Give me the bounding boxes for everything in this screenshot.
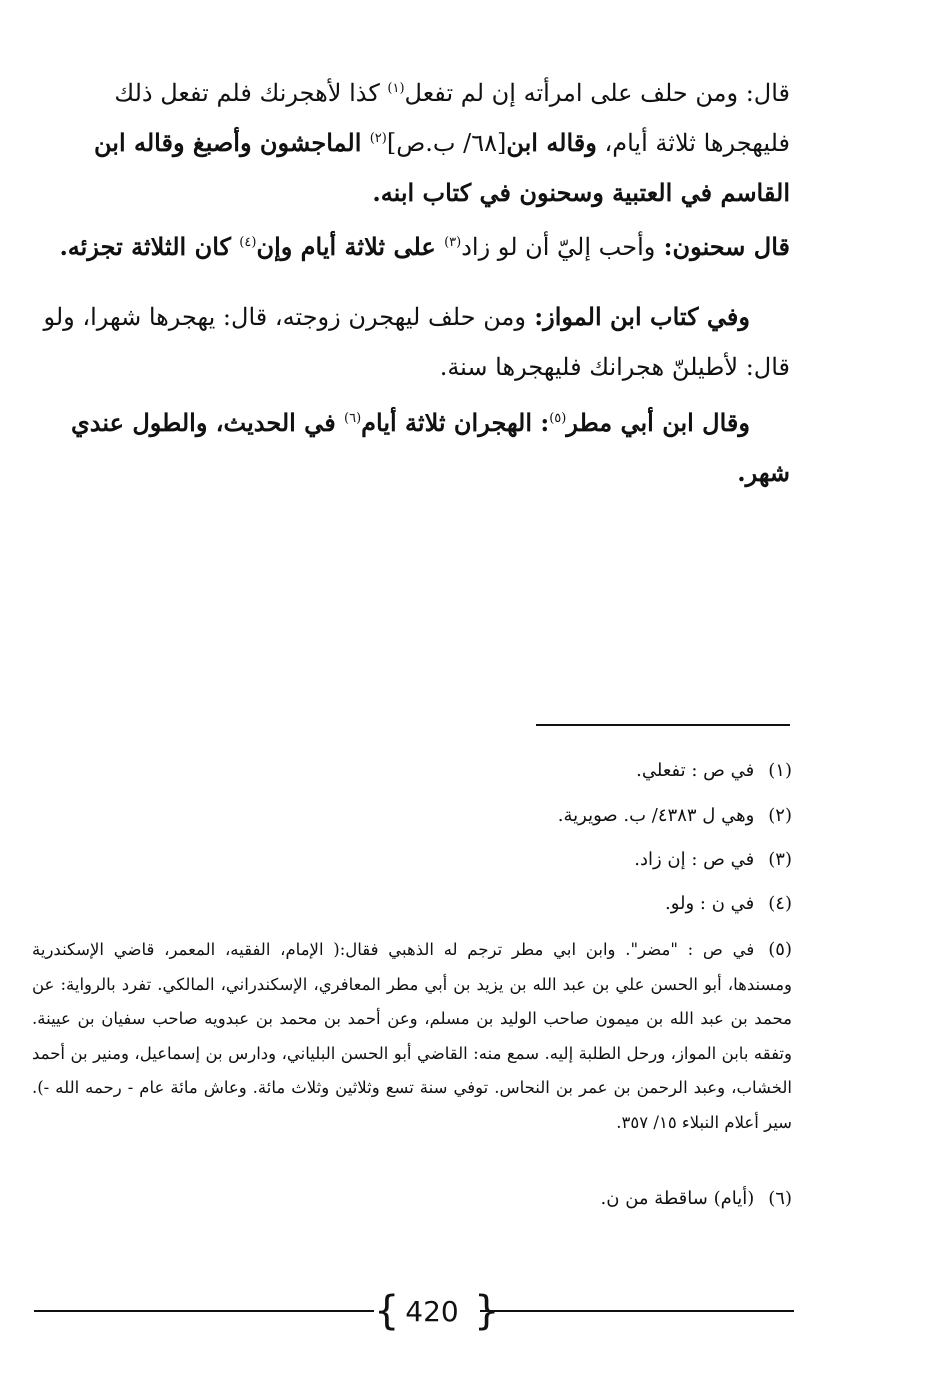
paragraph-2	[30, 222, 790, 272]
footnote-text: في ص : إن زاد.	[634, 849, 755, 870]
bracket-right-icon: }	[474, 1288, 500, 1334]
ref-2: (٢)	[369, 131, 387, 146]
footnote-divider	[536, 724, 790, 726]
ref-1: (١)	[387, 81, 405, 96]
p1-text-a: قال: ومن حلف على امرأته إن لم تفعل	[404, 79, 790, 107]
p4-text-a: وقال ابن أبي مطر	[566, 408, 750, 437]
footnote-text: في ص : "مضر". وابن ابي مطر ترجم له الذهبي فقال:( الإمام، الفقيه، المعمر، قاضي الإسكندرية ومسندها، أبو الحسن علي بن عبد الله بن يزيد بن أبي مطر المعافري، الإسكندراني، المالكي. تفرد بالرواية: عن محمد بن عبد الله بن ميمون صاحب الوليد بن مسلم، وعن أحمد بن محمد بن عبدويه صاحب سفيان بن عيينة. وتفقه بابن المواز، ورحل الطلبة إليه. سمع منه: القاضي أبو الحسن البلياني، ودارس بن إسماعيل، ومنير بن أحمد الخشاب، وعبد الرحمن بن عمر بن النحاس. توفي سنة تسع وثلاثين وثلاث مائة. وعاش مائة عام - رحمه الله -). سير أعلام النبلاء ١٥/ ٣٥٧.	[32, 940, 792, 1132]
footnote-number: (٤)	[768, 893, 792, 914]
p4-text-c: في الحديث، والطول عندي شهر.	[71, 408, 790, 487]
footer-line-right	[480, 1310, 794, 1312]
footnote-text: (أيام) ساقطة من ن.	[600, 1188, 755, 1209]
footnote-number: (٥)	[768, 939, 792, 960]
p1-text-b: كذا لأهجرنك فلم تفعل ذلك فليهجرها ثلاثة أيام،	[114, 79, 790, 157]
footnote-number: (٦)	[768, 1188, 792, 1209]
footnote-5	[32, 933, 792, 1140]
footnote-text: في ن : ولو.	[665, 893, 755, 914]
p1-text-bold: وقاله ابن	[506, 128, 597, 157]
footnote-number: (١)	[768, 760, 792, 781]
footnote-number: (٢)	[768, 805, 792, 826]
paragraph-1	[32, 68, 790, 218]
p2-text-d: كان الثلاثة تجزئه.	[59, 232, 240, 261]
p2-text-b: وأحب إليّ أن لو زاد	[461, 233, 656, 261]
ref-5: (٥)	[549, 411, 567, 426]
p1-text-d: [٦٨/ ب.ص]	[386, 129, 507, 157]
footnote-4	[665, 885, 792, 922]
p1-text-e: الماجشون وأصبغ وقاله ابن القاسم في العتبية وسحنون في كتاب ابنه.	[94, 128, 790, 207]
footnote-number: (٣)	[768, 849, 792, 870]
p2-text-c: على ثلاثة أيام وإن	[256, 232, 445, 261]
footer-line-left	[34, 1310, 374, 1312]
footnote-1	[636, 752, 792, 789]
p3-text-a: وفي كتاب ابن المواز:	[525, 302, 750, 331]
paragraph-3	[30, 292, 790, 392]
footnote-text: في ص : تفعلي.	[636, 760, 755, 781]
p2-text-a: قال سحنون:	[655, 232, 790, 261]
paragraph-4	[30, 398, 790, 498]
page-number: 420	[405, 1295, 459, 1328]
p4-text-b: : الهجران ثلاثة أيام	[361, 408, 550, 437]
footnote-text: وهي ل ٤٣٨٣/ ب. صويرية.	[557, 805, 755, 826]
ref-4: (٤)	[239, 235, 257, 250]
ref-6: (٦)	[344, 411, 362, 426]
ref-3: (٣)	[444, 235, 462, 250]
footnote-2	[558, 797, 792, 834]
bracket-left-icon: {	[374, 1288, 400, 1334]
footnote-3	[634, 841, 792, 878]
footnote-6	[601, 1180, 792, 1217]
p3-text-b: ومن حلف ليهجرن زوجته، قال: يهجرها شهرا، ولو قال: لأطيلنّ هجرانك فليهجرها سنة.	[43, 303, 790, 381]
